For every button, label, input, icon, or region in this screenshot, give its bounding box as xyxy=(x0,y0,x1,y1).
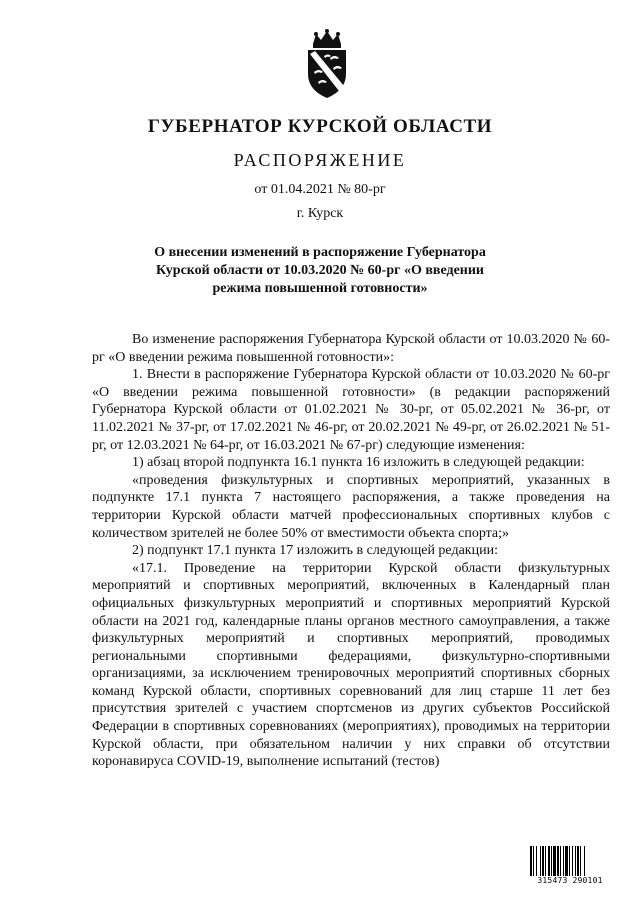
barcode-bar xyxy=(551,846,552,876)
barcode-bar xyxy=(560,846,561,876)
document-date-number: от 01.04.2021 № 80-рг xyxy=(254,182,386,197)
barcode-bar xyxy=(577,846,579,876)
coat-of-arms-emblem xyxy=(300,28,354,100)
document-city: г. Курск xyxy=(296,206,344,221)
barcode-bar xyxy=(540,846,541,876)
barcode-bar xyxy=(536,846,537,876)
barcode-bar xyxy=(572,846,573,876)
issuer-title: ГУБЕРНАТОР КУРСКОЙ ОБЛАСТИ xyxy=(147,116,493,137)
barcode-bar xyxy=(553,846,556,876)
barcode-bar xyxy=(584,846,585,876)
document-subject: О внесении изменений в распоряжение Губернатора Курской области от 10.03.2020 № 60-рг «О введении режима повышенной готовности» xyxy=(154,245,486,296)
body-paragraph: Во изменение распоряжения Губернатора Курской области от 10.03.2020 № 60-рг «О введении режима повышенной готовности»: xyxy=(92,332,610,365)
barcode-bar xyxy=(545,846,546,876)
body-paragraph: 2) подпункт 17.1 пункта 17 изложить в следующей редакции: xyxy=(132,543,498,559)
document-type: РАСПОРЯЖЕНИЕ xyxy=(233,150,407,170)
document-body xyxy=(92,331,610,771)
barcode-bar xyxy=(565,846,568,876)
body-paragraph: 1) абзац второй подпункта 16.1 пункта 16 изложить в следующей редакции: xyxy=(132,455,585,471)
body-paragraph: «проведения физкультурных и спортивных мероприятий, указанных в подпункте 17.1 пункта 7 настоящего распоряжения, а также проведения на территории Курской области матчей профессиональных спортивных клубов с количеством зрителей не более 50% от вместимости объекта спорта;» xyxy=(92,472,610,541)
body-paragraph: 1. Внести в распоряжение Губернатора Курской области от 10.03.2020 № 60-рг «О введении режима повышенной готовности» (в редакции распоряжений Губернатора Курской области от 01.02.2021 № 30-рг, от 05.02.2021 № 36-рг, от 11.02.2021 № 37-рг, от 17.02.2021 № 46-рг, от 20.02.2021 № 49-рг, от 26.02.2021 № 51-рг, от 12.03.2021 № 64-рг, от 16.03.2021 № 67-рг) следующие изменения: xyxy=(92,367,610,453)
barcode-bar xyxy=(530,846,532,876)
barcode-bar xyxy=(542,846,544,876)
barcode-bar xyxy=(580,846,581,876)
barcode-number: 315473 290101 xyxy=(537,876,603,885)
barcode-bars xyxy=(529,846,611,876)
barcode-bar xyxy=(563,846,564,876)
barcode-bar xyxy=(569,846,570,876)
barcode xyxy=(529,846,611,886)
barcode-bar xyxy=(557,846,559,876)
barcode-bar xyxy=(548,846,550,876)
barcode-bar xyxy=(533,846,534,876)
barcode-bar xyxy=(575,846,576,876)
body-paragraph: «17.1. Проведение на территории Курской области физкультурных мероприятий и спортивных мероприятий, включенных в Календарный план официальных физкультурных мероприятий и спортивных мероприятий Курской области на 2021 год, календарные планы органов местного самоуправления, а также физкультурных мероприятий и спортивных мероприятий, проводимых региональными спортивными федерациями, физкультурно-спортивными организациями, за исключением тренировочных мероприятий спортивных сборных команд Курской области, спортивных соревнований для лиц старше 11 лет без присутствия зрителей с участием спортсменов из других субъектов Российской Федерации в спортивных соревнованиях (мероприятиях), проводимых на территории Курской области, при обязательном наличии у них справки об отсутствии коронавируса COVID-19, выполнение испытаний (тестов) xyxy=(92,560,610,770)
